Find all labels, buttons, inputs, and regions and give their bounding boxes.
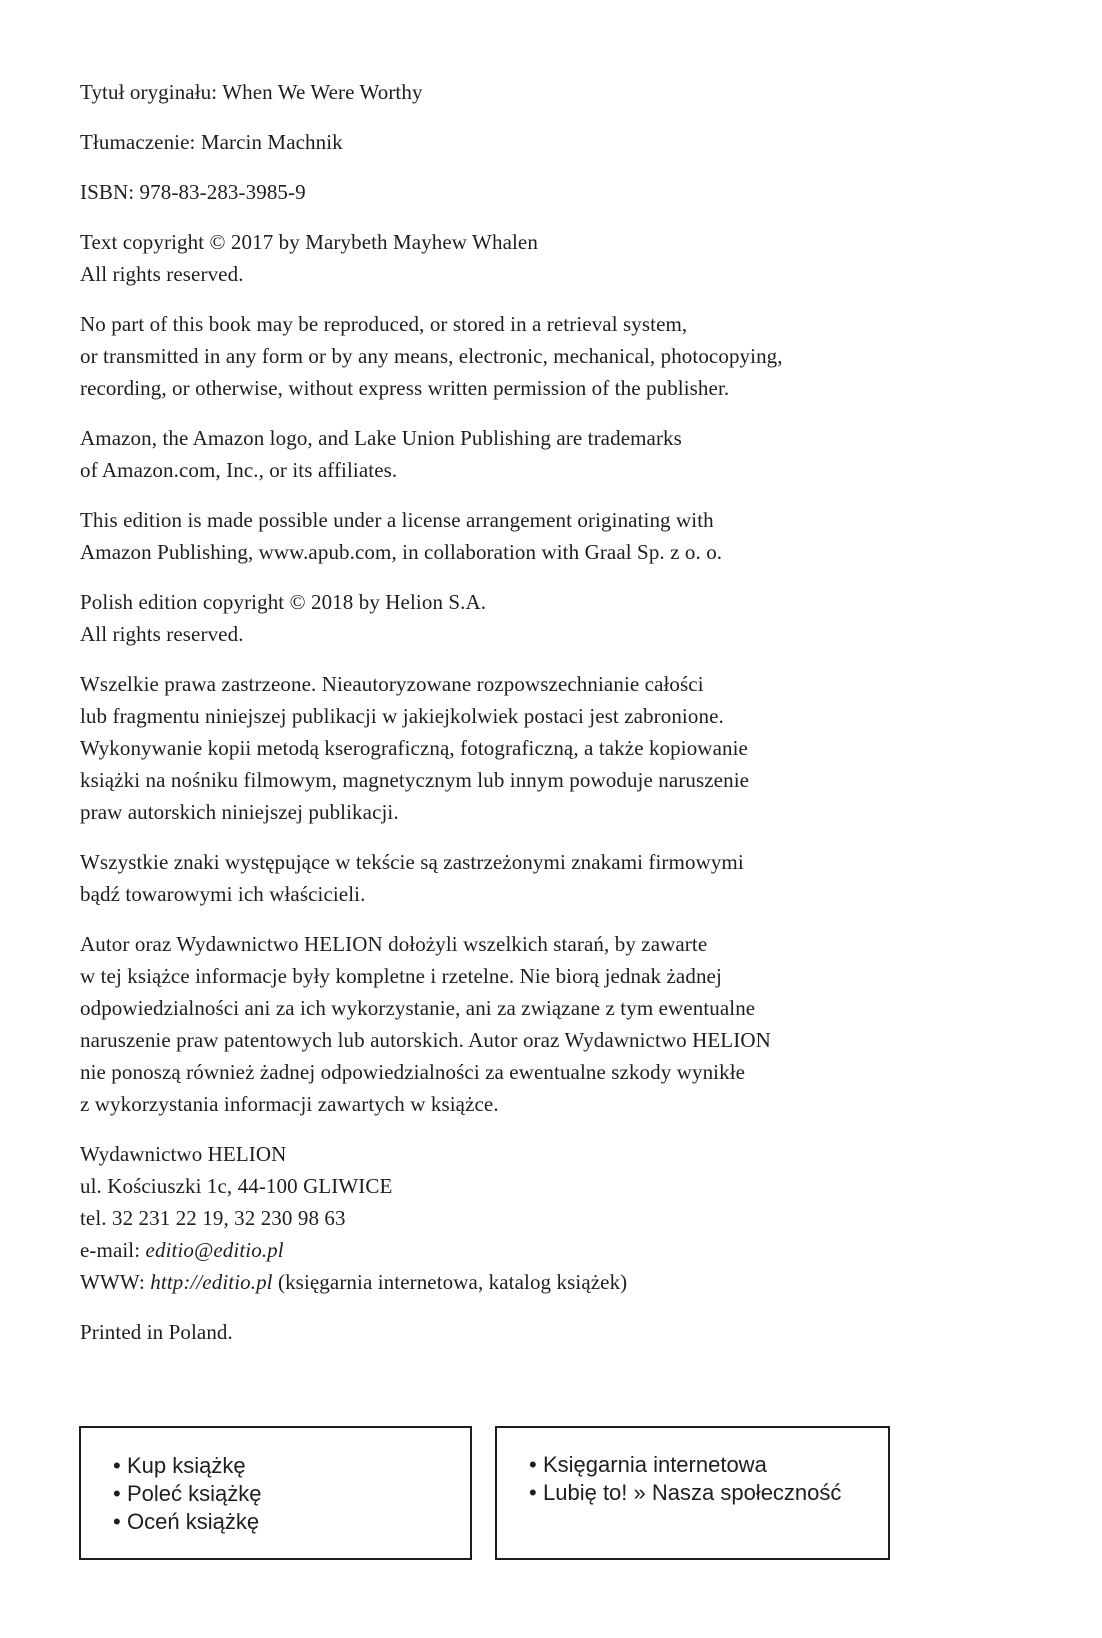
- text-line: nie ponoszą również żadnej odpowiedzialności za ewentualne szkody wynikłe: [80, 1060, 746, 1084]
- text-line: Wszystkie znaki występujące w tekście są zastrzeżonymi znakami firmowymi: [80, 850, 744, 874]
- text-line: Text copyright © 2017 by Marybeth Mayhew Whalen: [80, 230, 538, 254]
- text-line: z wykorzystania informacji zawartych w książce.: [80, 1092, 499, 1116]
- buy-book-label: Kup książkę: [127, 1453, 246, 1478]
- publisher-www-line: [80, 1266, 980, 1298]
- text-line: bądź towarowymi ich właścicieli.: [80, 882, 366, 906]
- online-bookstore-link[interactable]: [529, 1451, 888, 1479]
- publisher-address: ul. Kościuszki 1c, 44-100 GLIWICE: [80, 1174, 393, 1198]
- publisher-phone: tel. 32 231 22 19, 32 230 98 63: [80, 1206, 346, 1230]
- publisher-name: Wydawnictwo HELION: [80, 1142, 287, 1166]
- text-line: No part of this book may be reproduced, or stored in a retrieval system,: [80, 312, 688, 336]
- book-actions-list: [113, 1452, 470, 1536]
- text-line: odpowiedzialności ani za ich wykorzystanie, ani za związane z tym ewentualne: [80, 996, 756, 1020]
- trademarks-pl-paragraph: [80, 846, 980, 910]
- translation-label: Tłumaczenie:: [80, 130, 196, 154]
- text-line: All rights reserved.: [80, 262, 244, 286]
- text-line: Amazon Publishing, www.apub.com, in collaboration with Graal Sp. z o. o.: [80, 540, 723, 564]
- recommend-book-label: Poleć książkę: [127, 1481, 262, 1506]
- like-community-link[interactable]: [529, 1479, 888, 1507]
- online-bookstore-label: Księgarnia internetowa: [543, 1452, 767, 1477]
- www-label: WWW:: [80, 1270, 145, 1294]
- disclaimer-pl-paragraph: [80, 928, 980, 1120]
- publisher-info: [80, 1138, 980, 1298]
- translator-name: Marcin Machnik: [200, 130, 343, 154]
- text-line: Polish edition copyright © 2018 by Helion S.A.: [80, 590, 487, 614]
- email-label: e-mail:: [80, 1238, 141, 1262]
- text-line: recording, or otherwise, without express written permission of the publisher.: [80, 376, 730, 400]
- bullet: •: [113, 1453, 121, 1478]
- printed-text: Printed in Poland.: [80, 1320, 233, 1344]
- polish-copyright-paragraph: [80, 586, 980, 650]
- isbn-value: 978-83-283-3985-9: [139, 180, 306, 204]
- book-actions-box: [79, 1426, 472, 1560]
- text-line: książki na nośniku filmowym, magnetycznym lub innym powoduje naruszenie: [80, 768, 750, 792]
- trademarks-paragraph: [80, 422, 980, 486]
- community-list: [529, 1451, 888, 1507]
- community-box: [495, 1426, 890, 1560]
- publisher-email-line: [80, 1234, 980, 1266]
- text-line: This edition is made possible under a license arrangement originating with: [80, 508, 714, 532]
- printed-line: [80, 1316, 980, 1348]
- bullet: •: [113, 1509, 121, 1534]
- text-line: Wszelkie prawa zastrzeone. Nieautoryzowane rozpowszechnianie całości: [80, 672, 704, 696]
- original-title-label: Tytuł oryginału:: [80, 80, 218, 104]
- rights-reserved-pl-paragraph: [80, 668, 980, 828]
- text-line: Wykonywanie kopii metodą kserograficzną, fotograficzną, a także kopiowanie: [80, 736, 748, 760]
- bullet: •: [113, 1481, 121, 1506]
- rate-book-link[interactable]: [113, 1508, 470, 1536]
- email-link[interactable]: editio@editio.pl: [145, 1238, 284, 1262]
- text-line: Autor oraz Wydawnictwo HELION dołożyli wszelkich starań, by zawarte: [80, 932, 708, 956]
- license-paragraph: [80, 504, 980, 568]
- text-line: w tej książce informacje były kompletne i rzetelne. Nie biorą jednak żadnej: [80, 964, 722, 988]
- copyright-page: [80, 76, 980, 1366]
- isbn-label: ISBN:: [80, 180, 135, 204]
- rate-book-label: Oceń książkę: [127, 1509, 260, 1534]
- text-line: lub fragmentu niniejszej publikacji w jakiejkolwiek postaci jest zabronione.: [80, 704, 724, 728]
- text-line: Amazon, the Amazon logo, and Lake Union Publishing are trademarks: [80, 426, 682, 450]
- original-title-line: [80, 76, 980, 108]
- like-community-label: Lubię to! » Nasza społeczność: [543, 1480, 842, 1505]
- text-line: naruszenie praw patentowych lub autorskich. Autor oraz Wydawnictwo HELION: [80, 1028, 771, 1052]
- bullet: •: [529, 1452, 537, 1477]
- bullet: •: [529, 1480, 537, 1505]
- buy-book-link[interactable]: [113, 1452, 470, 1480]
- translation-line: [80, 126, 980, 158]
- text-line: or transmitted in any form or by any means, electronic, mechanical, photocopying,: [80, 344, 783, 368]
- recommend-book-link[interactable]: [113, 1480, 470, 1508]
- text-copyright-paragraph: [80, 226, 980, 290]
- www-note: (księgarnia internetowa, katalog książek): [277, 1270, 628, 1294]
- text-line: praw autorskich niniejszej publikacji.: [80, 800, 399, 824]
- isbn-line: [80, 176, 980, 208]
- text-line: All rights reserved.: [80, 622, 244, 646]
- no-part-paragraph: [80, 308, 980, 404]
- original-title-value: When We Were Worthy: [222, 80, 423, 104]
- www-link[interactable]: http://editio.pl: [150, 1270, 273, 1294]
- text-line: of Amazon.com, Inc., or its affiliates.: [80, 458, 398, 482]
